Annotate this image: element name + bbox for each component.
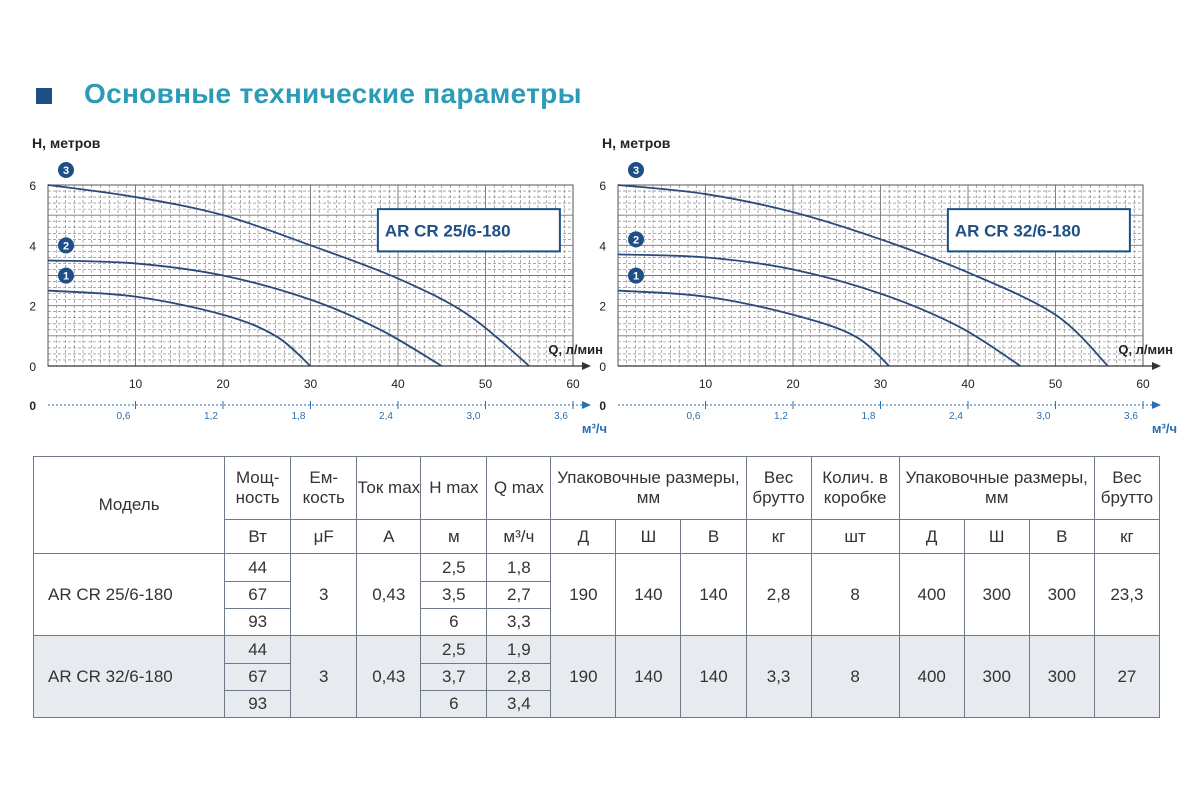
carton-width-value: 300 bbox=[964, 636, 1029, 718]
header-model: Модель bbox=[34, 457, 225, 554]
x2-tick-label: 0,6 bbox=[686, 411, 701, 422]
hmax-value: 2,5 bbox=[421, 636, 487, 664]
model-name: AR CR 25/6-180 bbox=[34, 554, 225, 636]
x2-axis-label: м³/ч bbox=[1151, 421, 1177, 436]
box-count-value: 8 bbox=[811, 636, 899, 718]
x2-tick-label: 1,8 bbox=[291, 411, 306, 422]
x2-axis-arrow-icon bbox=[1152, 401, 1161, 409]
unit-gross-weight: кг bbox=[746, 520, 811, 554]
unit-capacity: μF bbox=[291, 520, 357, 554]
spec-table bbox=[33, 456, 1160, 718]
header-carton-size: Упаковочные размеры, мм bbox=[899, 457, 1094, 520]
width-value: 140 bbox=[616, 636, 681, 718]
unit-height: В bbox=[681, 520, 746, 554]
header-hmax: H max bbox=[421, 457, 487, 520]
power-value: 93 bbox=[225, 609, 291, 636]
hmax-value: 2,5 bbox=[421, 554, 487, 582]
unit-width: Ш bbox=[616, 520, 681, 554]
unit-carton-weight: кг bbox=[1094, 520, 1159, 554]
chart-title: AR CR 32/6-180 bbox=[954, 221, 1081, 241]
series-marker-label: 3 bbox=[62, 165, 70, 177]
table-header-row bbox=[34, 457, 1160, 520]
qmax-value: 3,4 bbox=[487, 691, 551, 718]
x-tick-label: 60 bbox=[566, 377, 580, 391]
x2-axis-label: м³/ч bbox=[581, 421, 607, 436]
title-square-icon bbox=[36, 88, 52, 104]
unit-hmax: м bbox=[421, 520, 487, 554]
power-value: 67 bbox=[225, 664, 291, 691]
y-tick-label: 6 bbox=[29, 179, 36, 193]
carton-weight-value: 23,3 bbox=[1094, 554, 1159, 636]
unit-current: A bbox=[357, 520, 421, 554]
hmax-value: 6 bbox=[421, 691, 487, 718]
x2-tick-label: 3,6 bbox=[554, 411, 568, 422]
y-axis-label: H, метров bbox=[602, 135, 671, 151]
unit-qmax: м³/ч bbox=[487, 520, 551, 554]
chart-svg bbox=[28, 128, 608, 438]
capacity-value: 3 bbox=[291, 636, 357, 718]
x-tick-label: 60 bbox=[1136, 377, 1150, 391]
x2-tick-label: 1,2 bbox=[774, 411, 788, 422]
x-tick-label: 30 bbox=[303, 377, 318, 391]
header-power: Мощ-ность bbox=[225, 457, 291, 520]
power-value: 44 bbox=[225, 636, 291, 664]
length-value: 190 bbox=[551, 636, 616, 718]
x-axis-label: Q, л/мин bbox=[1118, 342, 1173, 357]
series-marker-label: 1 bbox=[62, 270, 70, 283]
y-tick-label: 2 bbox=[599, 299, 606, 314]
gross-weight-value: 3,3 bbox=[746, 636, 811, 718]
y-tick-label: 0 bbox=[29, 360, 36, 374]
header-carton-weight: Вес брутто bbox=[1094, 457, 1159, 520]
x-tick-label: 20 bbox=[786, 377, 800, 391]
qmax-value: 3,3 bbox=[487, 609, 551, 636]
capacity-value: 3 bbox=[291, 554, 357, 636]
current-value: 0,43 bbox=[357, 554, 421, 636]
unit-carton-width: Ш bbox=[964, 520, 1029, 554]
x-tick-label: 40 bbox=[391, 377, 405, 391]
carton-weight-value: 27 bbox=[1094, 636, 1159, 718]
unit-count: шт bbox=[811, 520, 899, 554]
current-value: 0,43 bbox=[357, 636, 421, 718]
model-name: AR CR 32/6-180 bbox=[34, 636, 225, 718]
table-row bbox=[34, 554, 1160, 582]
hmax-value: 3,7 bbox=[421, 664, 487, 691]
x-tick-label: 50 bbox=[478, 377, 493, 391]
header-qmax: Q max bbox=[487, 457, 551, 520]
carton-width-value: 300 bbox=[964, 554, 1029, 636]
series-marker-label: 3 bbox=[632, 165, 640, 177]
x-tick-label: 50 bbox=[1048, 377, 1063, 391]
width-value: 140 bbox=[616, 554, 681, 636]
x2-tick-label: 2,4 bbox=[949, 411, 963, 422]
x2-tick-label: 0,6 bbox=[116, 411, 131, 422]
x-axis-label: Q, л/мин bbox=[548, 342, 603, 357]
y-tick-label: 0 bbox=[599, 360, 606, 374]
y-tick-label: 4 bbox=[29, 239, 36, 254]
unit-carton-length: Д bbox=[899, 520, 964, 554]
x2-tick-label: 2,4 bbox=[379, 411, 393, 422]
page-title: Основные технические параметры bbox=[84, 78, 582, 109]
hmax-value: 3,5 bbox=[421, 582, 487, 609]
pump-curve-chart-1 bbox=[28, 128, 608, 438]
x2-tick-label: 3,6 bbox=[1124, 411, 1138, 422]
x2-tick-label: 3,0 bbox=[466, 411, 481, 422]
x2-origin-label: 0 bbox=[599, 399, 606, 413]
x2-tick-label: 1,8 bbox=[861, 411, 876, 422]
height-value: 140 bbox=[681, 554, 746, 636]
table-row bbox=[34, 636, 1160, 664]
series-curve-2 bbox=[48, 260, 442, 366]
qmax-value: 2,7 bbox=[487, 582, 551, 609]
length-value: 190 bbox=[551, 554, 616, 636]
x2-axis-arrow-icon bbox=[582, 401, 591, 409]
x-tick-label: 10 bbox=[698, 377, 713, 391]
pump-curve-chart-2 bbox=[598, 128, 1178, 438]
qmax-value: 1,9 bbox=[487, 636, 551, 664]
x2-tick-label: 3,0 bbox=[1036, 411, 1051, 422]
carton-height-value: 300 bbox=[1029, 636, 1094, 718]
gross-weight-value: 2,8 bbox=[746, 554, 811, 636]
x-tick-label: 20 bbox=[216, 377, 230, 391]
hmax-value: 6 bbox=[421, 609, 487, 636]
header-gross-weight: Вес брутто bbox=[746, 457, 811, 520]
y-axis-label: H, метров bbox=[32, 135, 101, 151]
power-value: 93 bbox=[225, 691, 291, 718]
series-curve-1 bbox=[618, 291, 889, 366]
x-tick-label: 10 bbox=[128, 377, 143, 391]
y-tick-label: 6 bbox=[599, 179, 606, 193]
power-value: 67 bbox=[225, 582, 291, 609]
x-axis-arrow-icon bbox=[1152, 362, 1161, 370]
x-tick-label: 40 bbox=[961, 377, 975, 391]
x-tick-label: 30 bbox=[873, 377, 888, 391]
qmax-value: 1,8 bbox=[487, 554, 551, 582]
header-pack-size: Упаковочные размеры, мм bbox=[551, 457, 746, 520]
x-axis-arrow-icon bbox=[582, 362, 591, 370]
y-tick-label: 2 bbox=[29, 299, 36, 314]
chart-title: AR CR 25/6-180 bbox=[384, 221, 511, 241]
height-value: 140 bbox=[681, 636, 746, 718]
unit-power: Вт bbox=[225, 520, 291, 554]
chart-svg bbox=[598, 128, 1178, 438]
unit-length: Д bbox=[551, 520, 616, 554]
carton-length-value: 400 bbox=[899, 554, 964, 636]
unit-carton-height: В bbox=[1029, 520, 1094, 554]
header-current: Ток max bbox=[357, 457, 421, 520]
series-marker-label: 1 bbox=[632, 270, 640, 283]
header-box-count: Колич. в коробке bbox=[811, 457, 899, 520]
x2-tick-label: 1,2 bbox=[204, 411, 218, 422]
header-capacity: Ем-кость bbox=[291, 457, 357, 520]
carton-height-value: 300 bbox=[1029, 554, 1094, 636]
box-count-value: 8 bbox=[811, 554, 899, 636]
power-value: 44 bbox=[225, 554, 291, 582]
carton-length-value: 400 bbox=[899, 636, 964, 718]
series-marker-label: 2 bbox=[632, 234, 640, 247]
qmax-value: 2,8 bbox=[487, 664, 551, 691]
series-marker-label: 2 bbox=[62, 240, 70, 253]
y-tick-label: 4 bbox=[599, 239, 606, 254]
x2-origin-label: 0 bbox=[29, 399, 36, 413]
